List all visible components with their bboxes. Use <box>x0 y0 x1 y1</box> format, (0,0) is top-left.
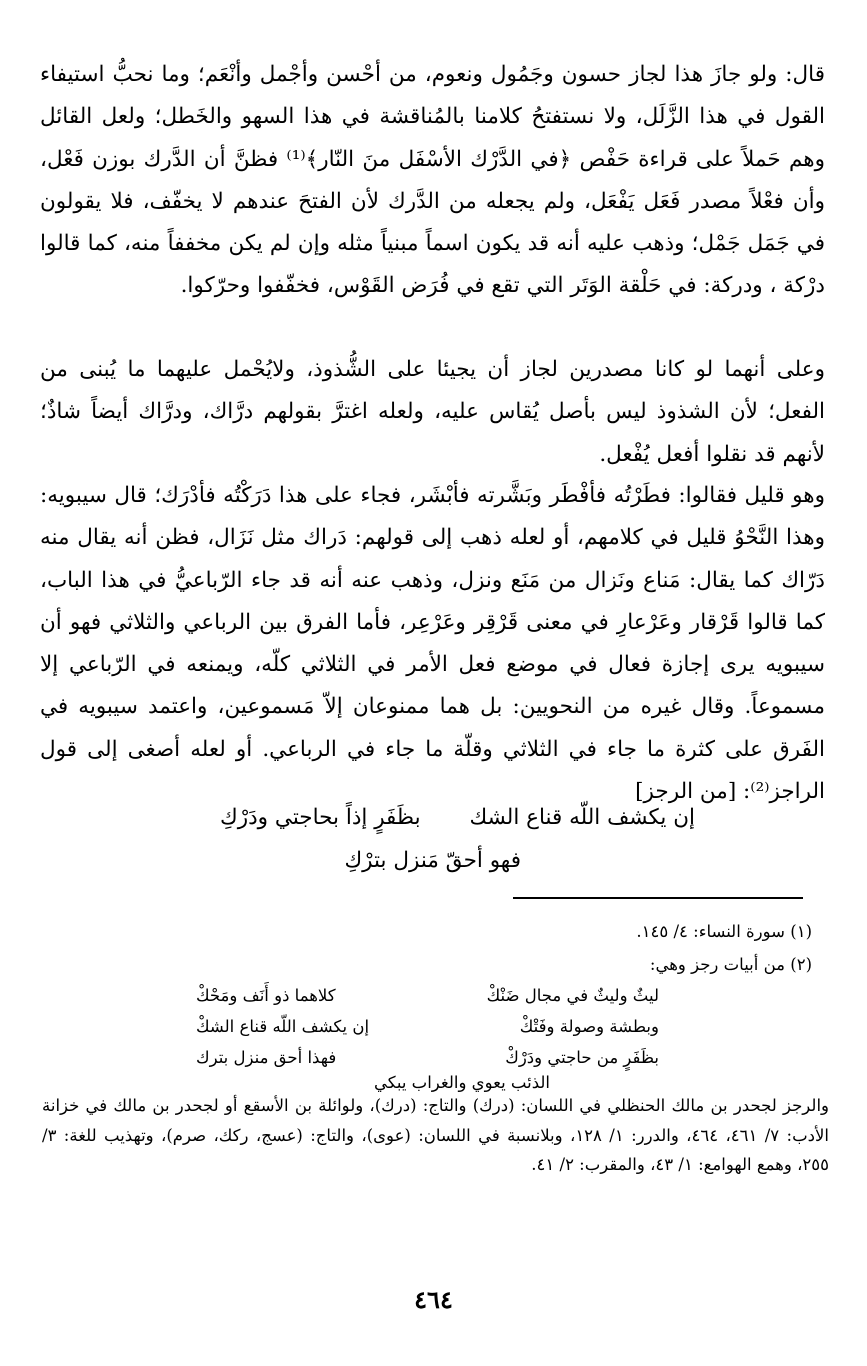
footnote-verse-second-hemistich: إن يكشف اللّه قناع الشكْ <box>196 1017 370 1036</box>
footnote-2-intro: (٢) من أبيات رجز وهي: <box>649 955 812 974</box>
footnote-verse-second-hemistich: فهذا أحق منزل بترك <box>196 1048 337 1067</box>
footnote-verse-second-hemistich: كلاهما ذو أَنَف ومَحْكْ <box>196 986 336 1005</box>
page-number: ٤٦٤ <box>414 1285 453 1314</box>
footnote-verse-first-hemistich: ليثٌ وليثٌ في مجال ضَنْكْ <box>486 986 659 1005</box>
footnote-1: (١) سورة النساء: ٤/ ١٤٥. <box>636 922 812 941</box>
footnote-separator <box>513 897 803 899</box>
body-paragraph: قال: ولو جازَ هذا لجاز حسون وجَمُول ونعوم، من أحْسن وأجْمل وأنْعَم؛ وما نحبُّ استيفاء القول في هذا الزَّلَل، ولا نستفتحُ كلامنا بالمُناقشة في هذا السهو والخَطل؛ ولعل القائل وهم حَملاً على قراءة حَفْص ﴿في الدَّرْك الأسْفَل منَ النّار﴾⁽¹⁾ فظنَّ أن الدَّرك بوزن فَعْل، وأن فعْلاً مصدر فَعَل يَفْعَل، ولم يجعله من الدَّرك لأن الفتحَ عندهم لا يخفّف، فلا يقولون في جَمَل جَمْل؛ وذهب عليه أنه قد يكون اسماً مبنياً مثله وإن لم يكن مخففاً منه، كما قالوا درْكة ، ودركة: في حَلْقة الوَتَر التي تقع في فُرَض القَوْس، فخفّفوا وحرّكوا. <box>40 62 825 299</box>
verse-line-1-first-hemistich: إن يكشف اللّه قناع الشك <box>469 805 695 830</box>
verse-line-2: فهو أحقّ مَنزل بترْكِ <box>344 848 521 873</box>
body-paragraph: وعلى أنهما لو كانا مصدرين لجاز أن يجيئا على الشُّذوذ، ولايُحْمل عليهما ما يُبنى من الفعل؛ لأن الشذوذ ليس بأصل يُقاس عليه، ولعله اغترَّ بقولهم درَّاك، ودرَّاك أيضاً شاذٌ؛ لأنهم قد نقلوا أفعل يُفْعل. <box>40 357 825 467</box>
footnote-verse-last: الذئب يعوي والغراب يبكي <box>374 1073 550 1092</box>
body-paragraph: وهو قليل فقالوا: فطَرْتُه فأفْطَر وبَشَّرته فأبْشَر، فجاء على هذا دَرَكْتُه فأدْرَك؛ قال سيبويه: وهذا النَّحْوُ قليل في كلامهم، أو لعله ذهب إلى قولهم: دَراك مثل نَزَال، فظن أنه يقال منه دَرّاك كما يقال: مَناع ونَزال من مَنَع ونزل، وذهب عنه أنه قد جاء الرّباعيُّ في هذا الباب، كما قالوا قَرْقار وعَرْعارِ في معنى قَرْقِر وعَرْعِر، فأما الفرق بين الرباعي والثلاثي فهو أن سيبويه يرى إجازة فعال في موضع فعل الأمر في الثلاثي كلّه، ويمنعه في الرّباعي إلا مسموعاً. وقال غيره من النحويين: بل هما ممنوعان إلاّ مَسموعين، واعتمد سيبويه في الفَرق على كثرة ما جاء في الثلاثي وقلّة ما جاء في الرباعي. أو لعله أصغى إلى قول الراجز⁽²⁾: [من الرجز] <box>40 483 825 805</box>
footnote-sources: والرجز لجحدر بن مالك الحنظلي في اللسان: (درك) والتاج: (درك)، ولوائلة بن الأسقع أو لجحدر بن مالك في خزانة الأدب: ٧/ ٤٦١، ٤٦٤، والدرر: ١/ ١٢٨، وبلانسبة في اللسان: (عوى)، والتاج: (عسج، ركك، صرم)، وتهذيب للغة: ٣/ ٢٥٥، وهمع الهوامع: ١/ ٤٣، والمقرب: ٢/ ٤١. <box>42 1096 829 1174</box>
verse-line-1-second-hemistich: بظَفَرٍ إذاً بحاجتي ودَرْكِ <box>220 805 421 830</box>
footnote-verse-first-hemistich: وبطشة وصولة وفَتْكْ <box>519 1017 659 1036</box>
footnote-verse-first-hemistich: بظَفَرٍ من حاجتي ودَرْكْ <box>505 1048 659 1067</box>
